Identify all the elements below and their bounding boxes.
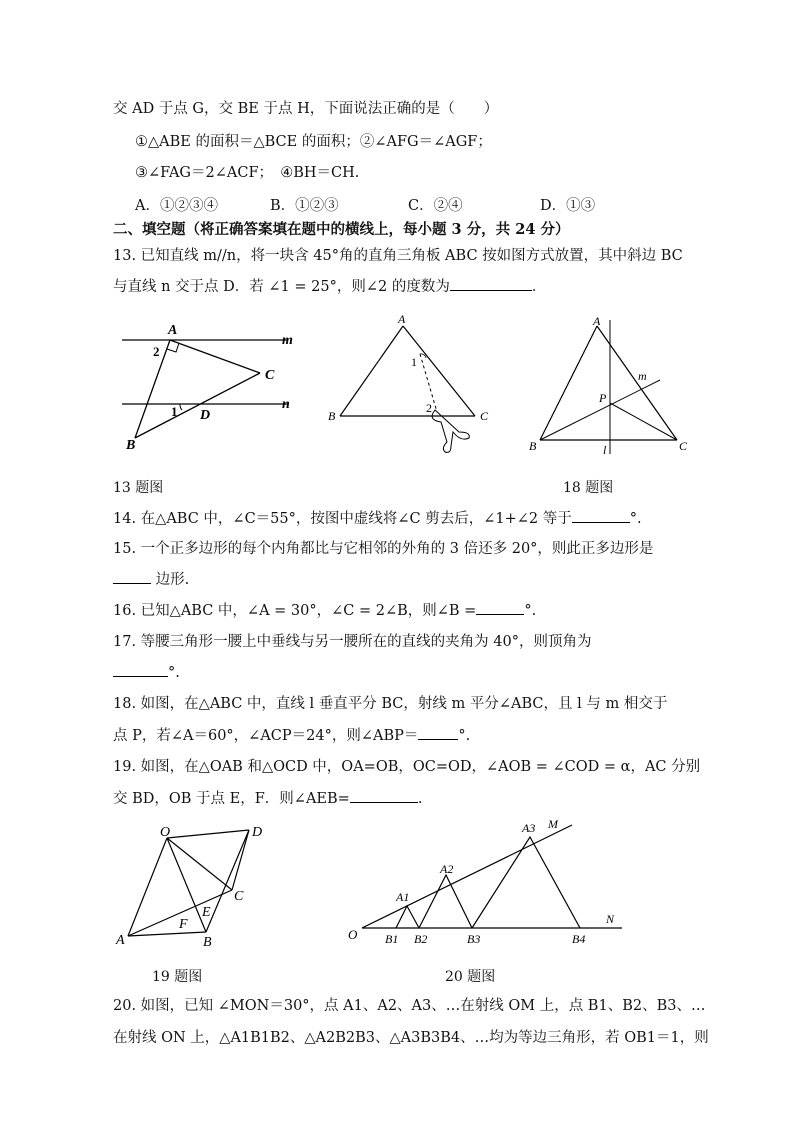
- q16-text: 16. 已知△ABC 中，∠A = 30°，∠C = 2∠B，则∠B =: [113, 603, 477, 619]
- q18-end: °.: [458, 728, 471, 744]
- label-B4: B4: [572, 932, 586, 946]
- figure-13: [110, 318, 310, 456]
- q16: [113, 600, 536, 621]
- q12-option-c: C．②④: [408, 198, 463, 214]
- label-O: O: [348, 927, 358, 942]
- q13-end: ．: [531, 279, 547, 295]
- label-A: A: [116, 933, 125, 948]
- q13-line1: 13. 已知直线 m//n，将一块含 45°角的直角三角板 ABC 按如图方式放置，其中斜边 BC: [113, 248, 683, 264]
- label-A: A: [168, 323, 178, 338]
- label-D: D: [200, 408, 211, 423]
- q15-line1: 15. 一个正多边形的每个内角都比与它相邻的外角的 3 倍还多 20°，则此正多边形是: [113, 541, 654, 557]
- label-B2: B2: [414, 932, 428, 946]
- answer-blank: [113, 662, 168, 677]
- label-N: N: [606, 912, 615, 926]
- label-A2: A2: [440, 862, 454, 876]
- q20-line1: 20. 如图，已知 ∠MON＝30°，点 A1、A2、A3、…在射线 OM 上，点 B1、B2、B3、…: [113, 998, 706, 1014]
- label-M: M: [548, 817, 558, 831]
- label-B1: B1: [385, 932, 399, 946]
- q15-line2: [113, 569, 189, 590]
- q17-line2: [113, 662, 180, 683]
- label-B: B: [203, 935, 212, 950]
- q12-option-b: B．①②③: [270, 198, 339, 214]
- answer-blank: [350, 788, 418, 803]
- label-F: F: [179, 917, 188, 932]
- label-A: A: [398, 312, 406, 326]
- label-B3: B3: [467, 932, 481, 946]
- q13-text: 与直线 n 交于点 D．若 ∠1 = 25°，则∠2 的度数为: [113, 279, 450, 295]
- q14-text: 14. 在△ABC 中，∠C＝55°，按图中虚线将∠C 剪去后，∠1+∠2 等于: [113, 511, 572, 527]
- answer-blank: [418, 725, 458, 740]
- answer-blank: [572, 508, 630, 523]
- caption-20: 20 题图: [445, 969, 496, 985]
- label-A3: A3: [522, 821, 536, 835]
- label-O: O: [160, 825, 171, 840]
- figure-20: [340, 815, 630, 955]
- label-P: P: [599, 391, 607, 405]
- label-l: l: [603, 443, 607, 457]
- q17-line1: 17. 等腰三角形一腰上中垂线与另一腰所在的直线的夹角为 40°，则顶角为: [113, 634, 592, 650]
- label-D: D: [252, 825, 263, 840]
- label-B: B: [126, 438, 136, 453]
- caption-19: 19 题图: [152, 969, 203, 985]
- q18-text: 点 P，若∠A＝60°，∠ACP＝24°，则∠ABP＝: [113, 728, 419, 744]
- label-n: n: [282, 397, 290, 412]
- caption-13: 13 题图: [113, 480, 164, 496]
- label-B: B: [328, 409, 336, 423]
- answer-blank: [476, 600, 524, 615]
- q12-option-d: D．①③: [540, 198, 596, 214]
- label-C: C: [480, 409, 489, 423]
- q14: [113, 508, 642, 529]
- q15-text: 边形.: [155, 572, 190, 588]
- label-angle-2: 2: [426, 401, 432, 415]
- q19-end: .: [417, 791, 423, 807]
- label-angle-2: 2: [153, 344, 160, 359]
- q19-text: 交 BD，OB 于点 E，F．则∠AEB=: [113, 791, 350, 807]
- q18-line1: 18. 如图，在△ABC 中，直线 l 垂直平分 BC，射线 m 平分∠ABC，且 l 与 m 相交于: [113, 696, 668, 712]
- label-C: C: [265, 368, 275, 383]
- label-C: C: [679, 439, 688, 453]
- q19-line1: 19. 如图，在△OAB 和△OCD 中，OA=OB，OC=OD，∠AOB = ∠COD = α，AC 分别: [113, 759, 701, 775]
- q20-line2: 在射线 ON 上，△A1B1B2、△A2B2B3、△A3B3B4、…均为等边三角形，若 OB1＝1，则: [113, 1030, 709, 1046]
- q12-option-a: A．①②③④: [135, 198, 218, 214]
- answer-blank: [450, 276, 532, 291]
- answer-blank: [113, 569, 151, 584]
- section-heading: 二、填空题（将正确答案填在题中的横线上，每小题 3 分，共 24 分）: [113, 221, 570, 238]
- label-E: E: [202, 905, 211, 920]
- label-C: C: [234, 889, 244, 904]
- q16-end: °.: [524, 603, 537, 619]
- q12-line1: 交 AD 于点 G，交 BE 于点 H，下面说法正确的是（ ）: [113, 101, 499, 117]
- figure-14: [325, 312, 500, 454]
- caption-18: 18 题图: [563, 480, 614, 496]
- q12-statement-2: ③∠FAG＝2∠ACF； ④BH＝CH.: [135, 165, 360, 181]
- figure-19: [112, 822, 272, 952]
- q17-end: °.: [168, 665, 180, 681]
- label-A1: A1: [396, 890, 410, 904]
- label-angle-1: 1: [411, 355, 417, 369]
- q12-statement-1: ①△ABE 的面积＝△BCE 的面积；②∠AFG＝∠AGF；: [135, 134, 492, 150]
- q14-end: °.: [629, 511, 642, 527]
- label-B: B: [529, 439, 537, 453]
- label-A: A: [593, 314, 601, 328]
- q19-line2: [113, 788, 422, 809]
- label-m: m: [638, 369, 647, 383]
- figure-18: [525, 312, 700, 457]
- label-angle-1: 1: [171, 404, 178, 419]
- q18-line2: [113, 725, 470, 746]
- label-m: m: [282, 333, 293, 348]
- q13-line2: [113, 276, 546, 297]
